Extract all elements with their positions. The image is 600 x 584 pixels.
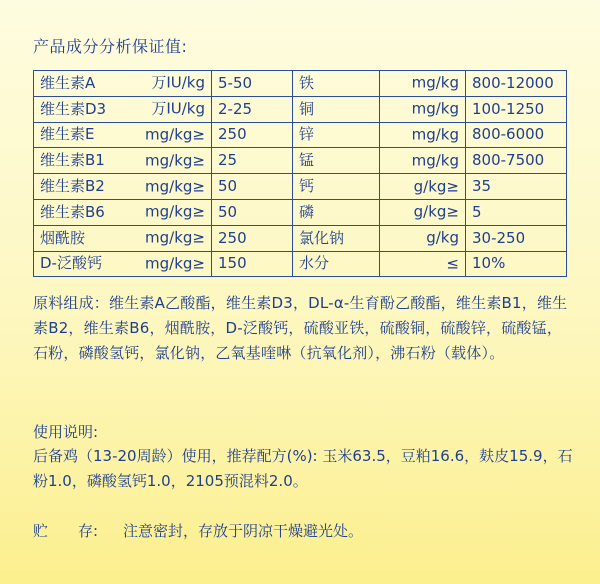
mineral-name: 磷 — [299, 202, 315, 221]
nutrient-name: 维生素D3 — [40, 99, 107, 118]
mineral-cell — [293, 122, 380, 148]
table-row — [34, 148, 567, 174]
nutrient-value: 5-50 — [212, 71, 293, 97]
mineral-name: 铁 — [299, 73, 315, 92]
nutrient-name: 维生素A — [40, 73, 96, 92]
nutrient-cell-left — [34, 71, 212, 97]
mineral-name: 锰 — [299, 151, 315, 170]
mineral-unit-cell — [380, 122, 466, 148]
nutrient-cell-left — [34, 96, 212, 122]
table-row — [34, 122, 567, 148]
mineral-unit-cell — [380, 199, 466, 225]
ingredients-text: 原料组成：维生素A乙酸酯，维生素D3，DL-α-生育酚乙酸酯，维生素B1，维生素B2，维生素B6，烟酰胺，D-泛酸钙，硫酸亚铁，硫酸铜，硫酸锌，硫酸锰，石粉，磷酸氢钙，氯化钠，乙氧基喹啉（抗氧化剂），沸石粉（载体）。 — [33, 294, 568, 362]
mineral-unit: g/kg≥ — [413, 177, 459, 196]
mineral-cell — [293, 71, 380, 97]
nutrient-unit: mg/kg≥ — [145, 228, 205, 247]
mineral-unit: g/kg≥ — [413, 202, 459, 221]
nutrient-value: 250 — [212, 225, 293, 251]
usage-text: 后备鸡（13-20周龄）使用，推荐配方(%): 玉米63.5，豆粕16.6，麸皮15.9，石粉1.0，磷酸氢钙1.0，2105预混料2.0。 — [33, 447, 573, 490]
mineral-unit-cell — [380, 71, 466, 97]
nutrient-cell-left — [34, 122, 212, 148]
mineral-value: 100-1250 — [466, 96, 567, 122]
mineral-cell — [293, 225, 380, 251]
mineral-cell — [293, 199, 380, 225]
nutrient-value: 2-25 — [212, 96, 293, 122]
table-row — [34, 251, 567, 277]
nutrient-name: 维生素E — [40, 125, 95, 144]
mineral-cell — [293, 96, 380, 122]
nutrient-value: 250 — [212, 122, 293, 148]
mineral-value: 30-250 — [466, 225, 567, 251]
mineral-unit: mg/kg — [411, 73, 459, 92]
nutrient-name: D-泛酸钙 — [40, 254, 102, 273]
nutrient-cell-left — [34, 199, 212, 225]
nutrient-cell-left — [34, 225, 212, 251]
mineral-unit: mg/kg — [411, 151, 459, 170]
mineral-unit: mg/kg — [411, 125, 459, 144]
nutrient-unit: mg/kg≥ — [145, 151, 205, 170]
nutrient-unit: 万IU/kg — [151, 99, 205, 118]
table-row — [34, 96, 567, 122]
storage-text: 注意密封，存放于阴凉干燥避光处。 — [123, 522, 364, 540]
storage-label: 贮 存: — [33, 522, 99, 540]
mineral-name: 锌 — [299, 125, 315, 144]
table-row — [34, 225, 567, 251]
storage-section — [33, 519, 573, 544]
mineral-unit-cell — [380, 251, 466, 277]
nutrient-cell-left — [34, 148, 212, 174]
nutrient-value: 25 — [212, 148, 293, 174]
mineral-unit: g/kg — [426, 228, 459, 247]
usage-heading: 使用说明: — [33, 423, 99, 441]
mineral-unit-cell — [380, 174, 466, 200]
mineral-value: 800-7500 — [466, 148, 567, 174]
nutrient-cell-left — [34, 251, 212, 277]
mineral-cell — [293, 148, 380, 174]
mineral-name: 钙 — [299, 177, 315, 196]
mineral-name: 氯化钠 — [299, 228, 345, 247]
mineral-cell — [293, 251, 380, 277]
nutrient-unit: mg/kg≥ — [145, 125, 205, 144]
nutrient-name: 维生素B2 — [40, 177, 105, 196]
table-row — [34, 174, 567, 200]
nutrient-unit: mg/kg≥ — [145, 254, 205, 273]
page-title: 产品成分分析保证值: — [33, 37, 188, 56]
nutrient-name: 维生素B6 — [40, 202, 105, 221]
nutrient-value: 150 — [212, 251, 293, 277]
mineral-unit: ≤ — [446, 254, 459, 273]
mineral-name: 水分 — [299, 254, 330, 273]
mineral-value: 35 — [466, 174, 567, 200]
mineral-value: 800-6000 — [466, 122, 567, 148]
nutrient-unit: mg/kg≥ — [145, 177, 205, 196]
mineral-unit-cell — [380, 96, 466, 122]
mineral-unit: mg/kg — [411, 99, 459, 118]
nutrient-unit: mg/kg≥ — [145, 202, 205, 221]
nutrient-table — [33, 70, 567, 277]
mineral-cell — [293, 174, 380, 200]
table-row — [34, 71, 567, 97]
nutrient-value: 50 — [212, 199, 293, 225]
nutrient-name: 烟酰胺 — [40, 228, 86, 247]
nutrient-unit: 万IU/kg — [151, 73, 205, 92]
mineral-unit-cell — [380, 148, 466, 174]
table-row — [34, 199, 567, 225]
nutrient-cell-left — [34, 174, 212, 200]
mineral-value: 10% — [466, 251, 567, 277]
nutrient-value: 50 — [212, 174, 293, 200]
mineral-value: 5 — [466, 199, 567, 225]
nutrient-name: 维生素B1 — [40, 151, 105, 170]
mineral-unit-cell — [380, 225, 466, 251]
mineral-name: 铜 — [299, 99, 315, 118]
mineral-value: 800-12000 — [466, 71, 567, 97]
